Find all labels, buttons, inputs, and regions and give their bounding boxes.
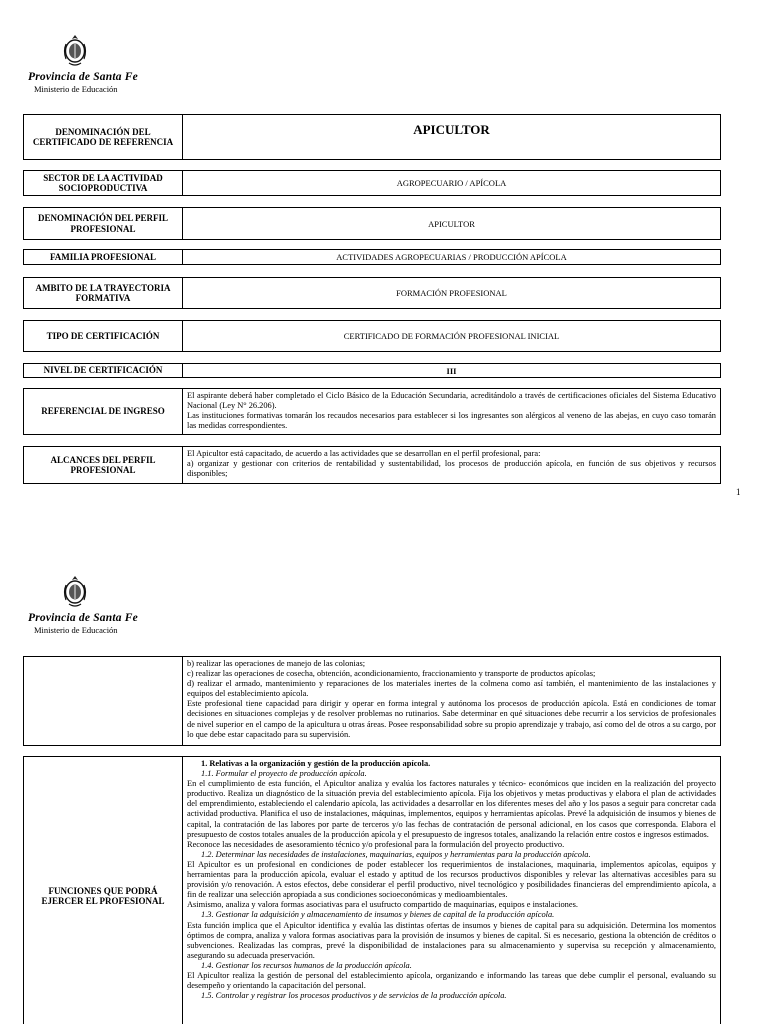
row-label: TIPO DE CERTIFICACIÓN xyxy=(24,321,183,351)
row-value: AGROPECUARIO / APÍCOLA xyxy=(396,178,507,188)
row-label: DENOMINACIÓN DEL PERFIL PROFESIONAL xyxy=(24,208,183,239)
row-label: FAMILIA PROFESIONAL xyxy=(24,250,183,264)
row-ambito xyxy=(23,277,721,309)
row-nivel xyxy=(23,363,721,378)
paragraph: Asimismo, analiza y valora formas asociativas para el usufructo compartido de maquinarias, equipos e instalaciones. xyxy=(187,900,578,910)
row-familia xyxy=(23,249,721,265)
province-name: Provincia de Santa Fe xyxy=(28,71,138,83)
row-funciones xyxy=(23,756,721,1024)
text-line: b) realizar las operaciones de manejo de las colonias; xyxy=(187,659,366,668)
subsection-heading: 1.3. Gestionar la adquisición y almacenamiento de insumos y bienes de capital de la producción apícola. xyxy=(201,910,555,920)
row-value: ACTIVIDADES AGROPECUARIAS / PRODUCCIÓN APÍCOLA xyxy=(336,252,567,262)
row-sector xyxy=(23,170,721,196)
subsection-heading: 1.5. Controlar y registrar los procesos productivos y de servicios de la producción apícola. xyxy=(201,991,507,1001)
page-number: 1 xyxy=(736,487,741,497)
row-alcances xyxy=(23,446,721,484)
row-label-empty xyxy=(24,657,183,745)
ministry-name: Ministerio de Educación xyxy=(34,84,118,94)
row-value: APICULTOR xyxy=(428,218,475,229)
text-line: Este profesional tiene capacidad para dirigir y operar en forma integral y autónoma los procesos de producción apícola. Está en condiciones de tomar decisiones en situaciones complejas y de resolver problemas no rutinarios. Sabe determinar en qué situaciones debe recurrir a los servicios de profesionales de nivel superior en el campo de la apicultura u otras áreas. Posee responsabilidad sobre su propio aprendizaje y trabajo, así como del de otros a su cargo, por lo que debe estar capacitado para su supervisión. xyxy=(187,699,716,739)
row-alcances-continuation xyxy=(23,656,721,746)
row-perfil xyxy=(23,207,721,240)
text-line: El aspirante deberá haber completado el Ciclo Básico de la Educación Secundaria, acreditándolo a través de certificaciones oficiales del Sistema Educativo Nacional (Ley N° 26.206). xyxy=(187,391,716,411)
row-label: FUNCIONES QUE PODRÁ EJERCER EL PROFESIONAL xyxy=(24,757,183,1024)
row-value: FORMACIÓN PROFESIONAL xyxy=(396,288,507,298)
paragraph: En el cumplimiento de esta función, el Apicultor analiza y evalúa los factores naturales y técnico- económicos que inciden en la realización del proyecto productivo. Realiza un diagnóstico de la situación previa del establecimiento apícola. Fija los objetivos y metas productivas y elabora el plan de actividades del emprendimiento, estableciendo el calendario apícola, las actividades a desarrollar en los diferentes meses del año y los pasos a seguir para concretar cada actividad productiva. Planifica el uso de instalaciones, máquinas, implementos, equipos y herramientas apícolas. Prevé la adquisición de insumos y bienes de capital, la contratación de las labores por parte de terceros y/o las fechas de contratación de personal adicional, en los casos que corresponda. Elabora el presupuesto de costos totales anuales de la producción apícola y el presupuesto de ingresos totales, analizando la relación entre costos e ingresos estimados. xyxy=(187,779,716,839)
provincial-crest-icon xyxy=(62,575,88,609)
row-text xyxy=(183,447,720,483)
row-label: AMBITO DE LA TRAYECTORIA FORMATIVA xyxy=(24,278,183,308)
province-name: Provincia de Santa Fe xyxy=(28,612,138,624)
row-label: NIVEL DE CERTIFICACIÓN xyxy=(24,364,183,377)
row-label: DENOMINACIÓN DEL CERTIFICADO DE REFERENCIA xyxy=(24,115,183,159)
text-line: a) organizar y gestionar con criterios de rentabilidad y sustentabilidad, los procesos de producción apícola, en función de sus objetivos y recursos disponibles; xyxy=(187,459,716,479)
paragraph: Esta función implica que el Apicultor identifica y evalúa las distintas ofertas de insumos y bienes de capital para su adquisición. Determina los momentos óptimos de compra, analiza y valora formas asociativas para la provisión de insumos y bienes de capital. Si es necesario, gestiona la obtención de créditos o subvenciones. Realizadas las compras, prevé la disponibilidad de instalaciones para su almacenamiento y supervisa su recepción y almacenamiento, asegurando su adecuada preservación. xyxy=(187,920,716,960)
subsection-heading: 1.2. Determinar las necesidades de instalaciones, maquinarias, equipos y herramientas para la producción apícola. xyxy=(201,849,591,859)
text-line: Las instituciones formativas tomarán los recaudos necesarios para establecer si los ingresantes son alérgicos al veneno de las abejas, en cuyo caso tomarán las medidas correspondientes. xyxy=(187,411,716,431)
row-value: APICULTOR xyxy=(413,122,490,137)
subsection-heading: 1.4. Gestionar los recursos humanos de la producción apícola. xyxy=(201,960,412,970)
paragraph: El Apicultor realiza la gestión de personal del establecimiento apícola, organizando e informando las tareas que debe cumplir el personal, evaluando su desempeño y orientando la capacitación del personal. xyxy=(187,970,716,991)
provincial-crest-icon xyxy=(62,34,88,68)
text-line: El Apicultor está capacitado, de acuerdo a las actividades que se desarrollan en el perfil profesional, para: xyxy=(187,449,541,458)
row-text xyxy=(183,757,720,1024)
row-tipo xyxy=(23,320,721,352)
text-line: d) realizar el armado, mantenimiento y reparaciones de los materiales inertes de la colmena como así también, el mantenimiento de las instalaciones y equipos del establecimiento apícola. xyxy=(187,679,716,699)
row-text xyxy=(183,657,720,745)
ministry-name: Ministerio de Educación xyxy=(34,625,118,635)
row-value: III xyxy=(446,365,457,376)
subsection-heading: 1.1. Formular el proyecto de producción apícola. xyxy=(201,769,367,779)
text-line: c) realizar las operaciones de cosecha, obtención, acondicionamiento, fraccionamiento y transporte de productos apícolas; xyxy=(187,669,596,679)
row-label: SECTOR DE LA ACTIVIDAD SOCIOPRODUCTIVA xyxy=(24,171,183,195)
row-certificado xyxy=(23,114,721,160)
row-ingreso xyxy=(23,388,721,435)
row-label: REFERENCIAL DE INGRESO xyxy=(24,389,183,434)
row-text xyxy=(183,389,720,434)
row-label: ALCANCES DEL PERFIL PROFESIONAL xyxy=(24,447,183,483)
section-heading: 1. Relativas a la organización y gestión de la producción apícola. xyxy=(201,759,431,768)
paragraph: El Apicultor es un profesional en condiciones de poder establecer los requerimientos de instalaciones, maquinaria, implementos apícolas, equipos y herramientas para la producción apícola, evaluar el estado y aptitud de los recursos productivos disponibles y relevar las alternativas accesibles para su provisión y/o renovación. A estos efectos, debe considerar el perfil productivo, nivel tecnológico y posibilidades financieras del emprendimiento apícola, a fin de realizar una selección apropiada a sus condiciones socioeconómicas y medioambientales. xyxy=(187,859,716,900)
paragraph: Reconoce las necesidades de asesoramiento técnico y/o profesional para la formulación del proyecto productivo. xyxy=(187,839,565,849)
row-value: CERTIFICADO DE FORMACIÓN PROFESIONAL INICIAL xyxy=(343,331,560,341)
